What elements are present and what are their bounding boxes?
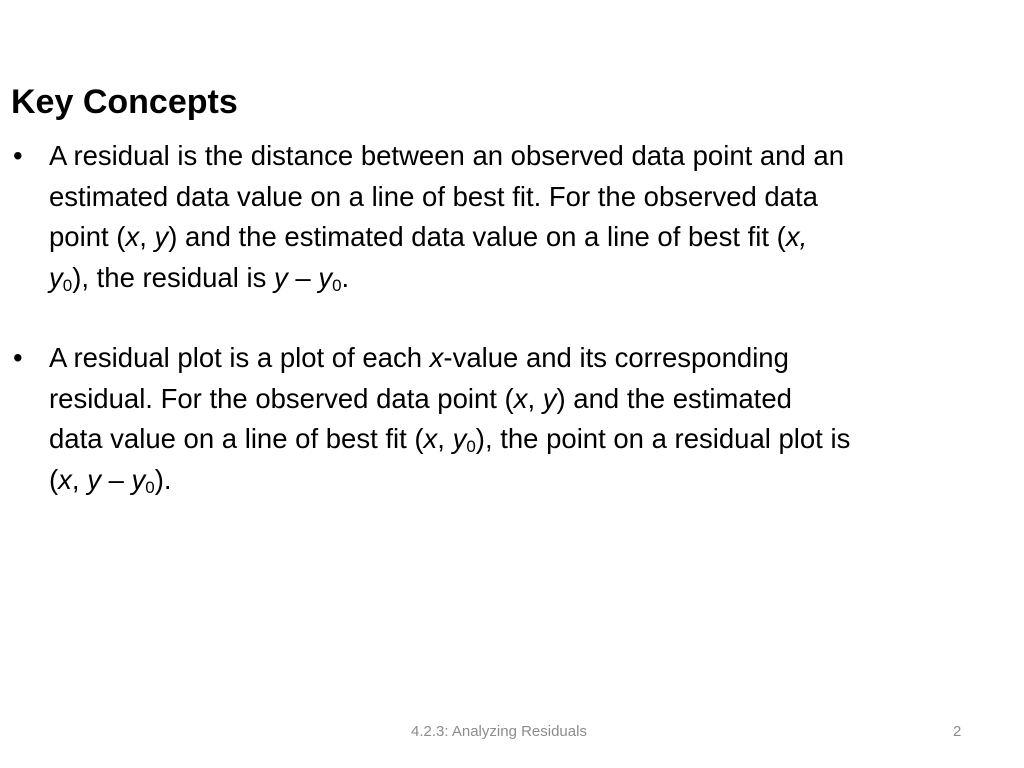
text-segment: ) and the estimated data value on a line of best fit ( [49,382,792,454]
slide-number: 2 [953,723,962,740]
bullet-item-residual-plot [11,338,851,500]
variable: x [125,221,140,252]
text-segment: , [527,382,543,414]
text-segment: A residual plot is a plot of each [49,342,430,373]
variable: x [513,382,528,414]
bullet-text-residual-plot [49,342,850,495]
text-segment: , [437,423,453,454]
text-segment: -value and its corresponding residual. For the observed data point ( [49,342,789,414]
text-segment: – [287,261,319,293]
subscript: 0 [466,437,476,456]
key-concepts-list [11,136,851,500]
bullet-text-residual [49,140,844,293]
variable: x [429,342,444,373]
variable: y [318,261,333,293]
footer-lesson-title: 4.2.3: Analyzing Residuals [411,723,587,740]
text-segment: . [341,261,350,293]
text-segment: A residual is the distance between an observed data point and an estimated data value on a line of best fit. For the observed data point ( [49,140,845,252]
text-segment: ), the point on a residual plot is ( [49,423,851,495]
bullet-item-residual [11,136,851,298]
bullet-icon: • [13,140,23,171]
text-segment: , [71,463,88,495]
variable: x [58,463,72,495]
variable: x [423,423,438,454]
variable: y [452,423,467,454]
subscript: 0 [62,275,73,295]
subscript: 0 [332,275,342,295]
text-segment: ) and the estimated data value on a line of best fit ( [168,221,786,252]
bullet-icon: • [13,342,23,373]
text-segment: ). [154,463,172,495]
variable: x, y [49,221,808,293]
subscript: 0 [145,477,155,497]
text-segment: – [100,463,132,495]
text-segment: , [139,221,155,252]
variable: y [154,221,169,252]
variable: y [87,463,101,495]
variable: y [542,382,557,414]
slide-heading: Key Concepts [11,83,238,121]
variable: y [273,261,288,293]
variable: y [131,463,146,495]
text-segment: ), the residual is [72,261,274,293]
